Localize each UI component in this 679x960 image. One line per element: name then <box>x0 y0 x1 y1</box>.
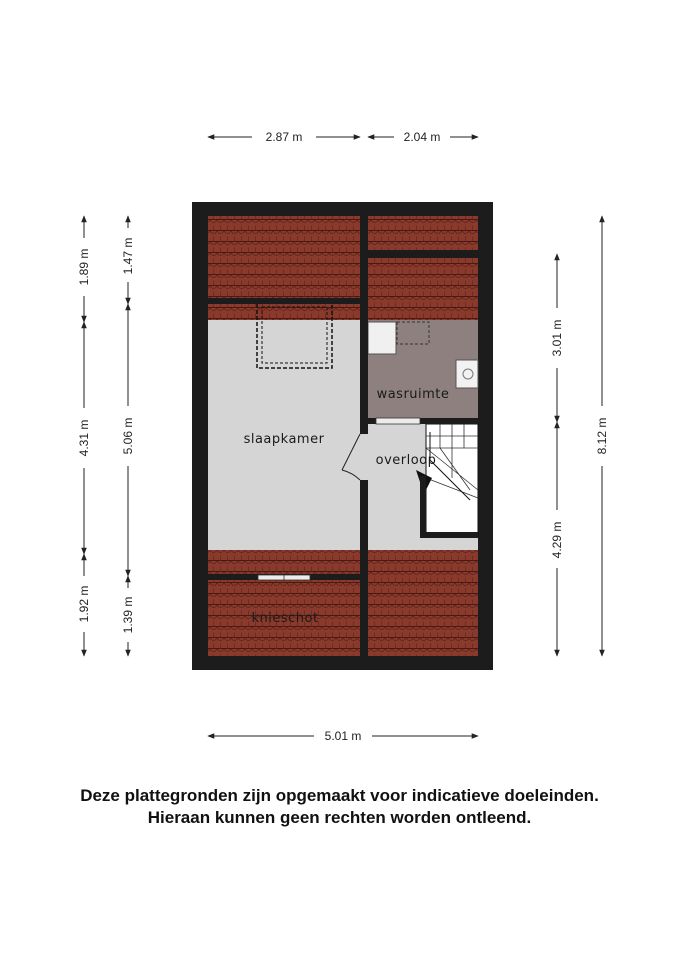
dim-outer-left-middle: 4.31 m <box>77 419 91 457</box>
dim-right-inner-bottom: 4.29 m <box>550 521 564 559</box>
disclaimer-line-1: Deze plattegronden zijn opgemaakt voor indicatieve doeleinden. <box>80 786 599 805</box>
dim-right-total: 8.12 m <box>595 417 609 455</box>
dim-right-inner-top: 3.01 m <box>550 319 564 357</box>
wall-top-right-horizontal <box>368 250 478 258</box>
room-label-kneewall: knieschot <box>251 611 319 626</box>
roof-bottom-left-strip <box>208 550 360 574</box>
stair-wall-bottom <box>420 532 478 538</box>
roof-top-left <box>208 216 360 298</box>
room-label-landing: overloop <box>375 453 437 468</box>
room-label-bedroom: slaapkamer <box>243 432 325 447</box>
dim-outer-left-top: 1.89 m <box>77 248 91 286</box>
roof-bottom-right <box>368 550 478 656</box>
wall-top-left-horizontal <box>208 298 360 304</box>
dim-inner-left-top: 1.47 m <box>121 237 135 275</box>
dim-top-left: 2.87 m <box>265 130 303 144</box>
dim-top-right: 2.04 m <box>403 130 441 144</box>
bedroom-door-gap <box>360 434 368 480</box>
disclaimer-line-2: Hieraan kunnen geen rechten worden ontleend. <box>147 808 532 827</box>
laundry-door-gap <box>376 418 420 424</box>
dim-inner-left-bottom: 1.39 m <box>121 596 135 634</box>
roof-top-right-lower <box>368 258 478 320</box>
dim-bottom-total: 5.01 m <box>324 729 362 743</box>
dim-outer-left-bottom: 1.92 m <box>77 585 91 623</box>
washing-machine <box>456 360 478 388</box>
stair-wall <box>420 476 426 536</box>
room-label-laundry: wasruimte <box>376 387 450 402</box>
laundry-sink <box>368 322 396 354</box>
roof-top-right-upper <box>368 216 478 250</box>
dim-inner-left-middle: 5.06 m <box>121 417 135 455</box>
roof-strip-left <box>208 304 360 320</box>
